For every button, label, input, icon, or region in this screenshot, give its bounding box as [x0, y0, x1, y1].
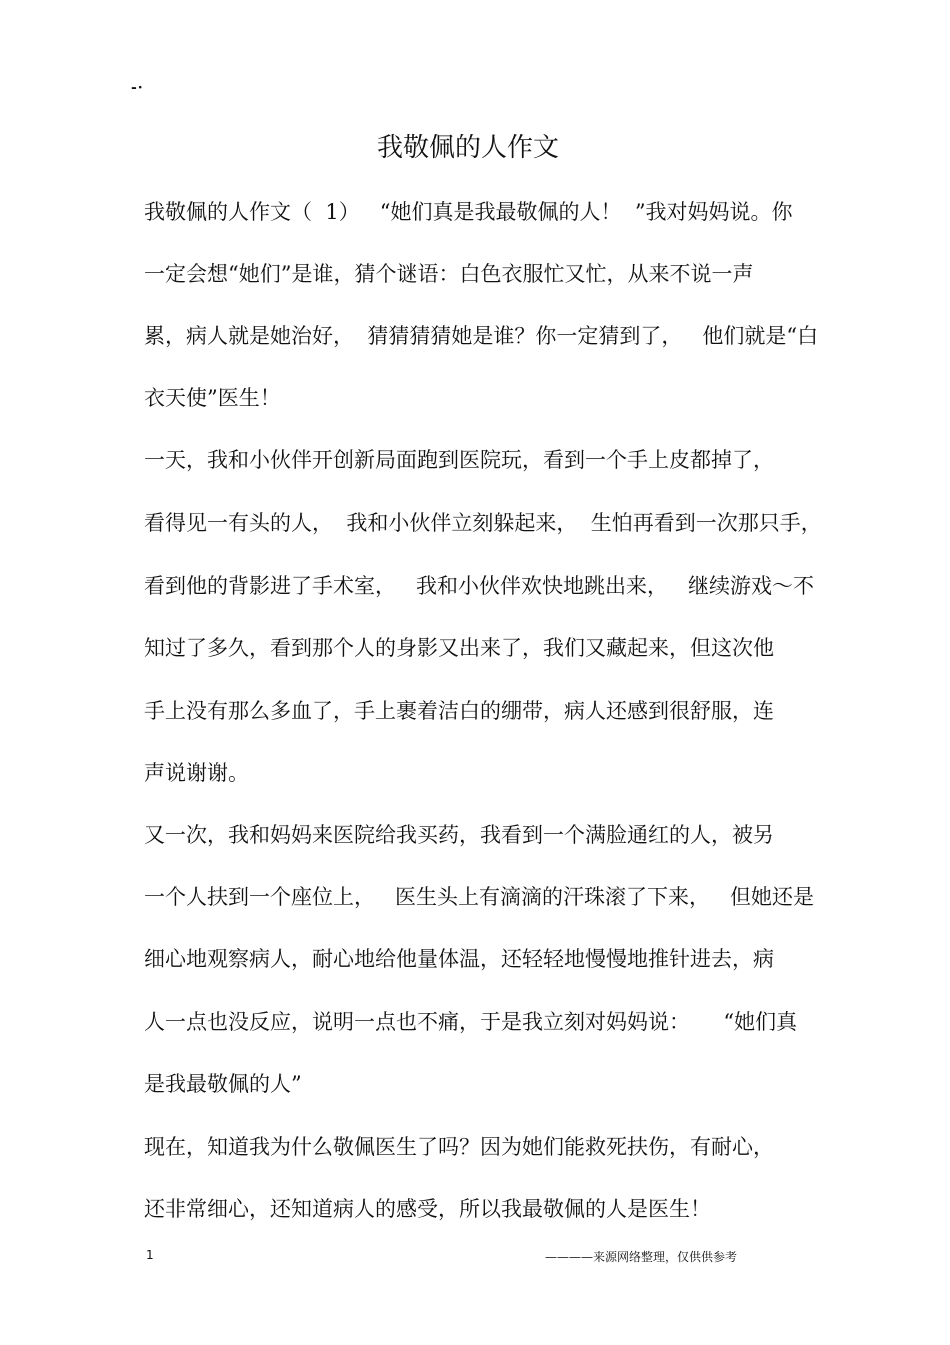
- document-title: 我敬佩的人作文: [376, 133, 559, 163]
- body-line: 知过了多久，看到那个人的身影又出来了，我们又藏起来，但这次他: [144, 636, 774, 660]
- body-line: 细心地观察病人，耐心地给他量体温，还轻轻地慢慢地推针进去，病: [144, 947, 774, 971]
- body-line: 一个人扶到一个座位上， 医生头上有滴滴的汗珠滚了下来， 但她还是: [144, 885, 815, 909]
- body-line: 又一次，我和妈妈来医院给我买药，我看到一个满脸通红的人，被另: [144, 823, 774, 847]
- body-line: 一天，我和小伙伴开创新局面跑到医院玩，看到一个手上皮都掉了，: [144, 448, 774, 472]
- body-line: 人一点也没反应，说明一点也不痛，于是我立刻对妈妈说： “她们真: [144, 1010, 798, 1034]
- body-line: 声说谢谢。: [144, 761, 249, 785]
- body-line: 我敬佩的人作文（ 1） “她们真是我最敬佩的人！ ”我对妈妈说。你: [144, 200, 793, 224]
- body-line: 是我最敬佩的人”: [144, 1072, 302, 1096]
- body-line: 现在，知道我为什么敬佩医生了吗？因为她们能救死扶伤，有耐心，: [144, 1135, 774, 1159]
- body-line: 还非常细心，还知道病人的感受，所以我最敬佩的人是医生！: [144, 1197, 711, 1221]
- corner-mark: -·: [131, 80, 144, 96]
- body-line: 一定会想“她们”是谁，猜个谜语：白色衣服忙又忙，从来不说一声: [144, 262, 754, 286]
- footer-source-note: ————来源网络整理，仅供供参考: [545, 1250, 738, 1264]
- body-line: 看得见一有头的人， 我和小伙伴立刻躲起来， 生怕再看到一次那只手，: [144, 511, 822, 535]
- body-line: 累，病人就是她治好， 猜猜猜猜她是谁？你一定猜到了， 他们就是“白: [144, 324, 819, 348]
- page-number: 1: [146, 1248, 154, 1262]
- body-line: 看到他的背影进了手术室， 我和小伙伴欢快地跳出来， 继续游戏～不: [144, 574, 815, 598]
- body-line: 手上没有那么多血了，手上裹着洁白的绷带，病人还感到很舒服，连: [144, 699, 774, 723]
- body-line: 衣天使”医生！: [144, 386, 281, 410]
